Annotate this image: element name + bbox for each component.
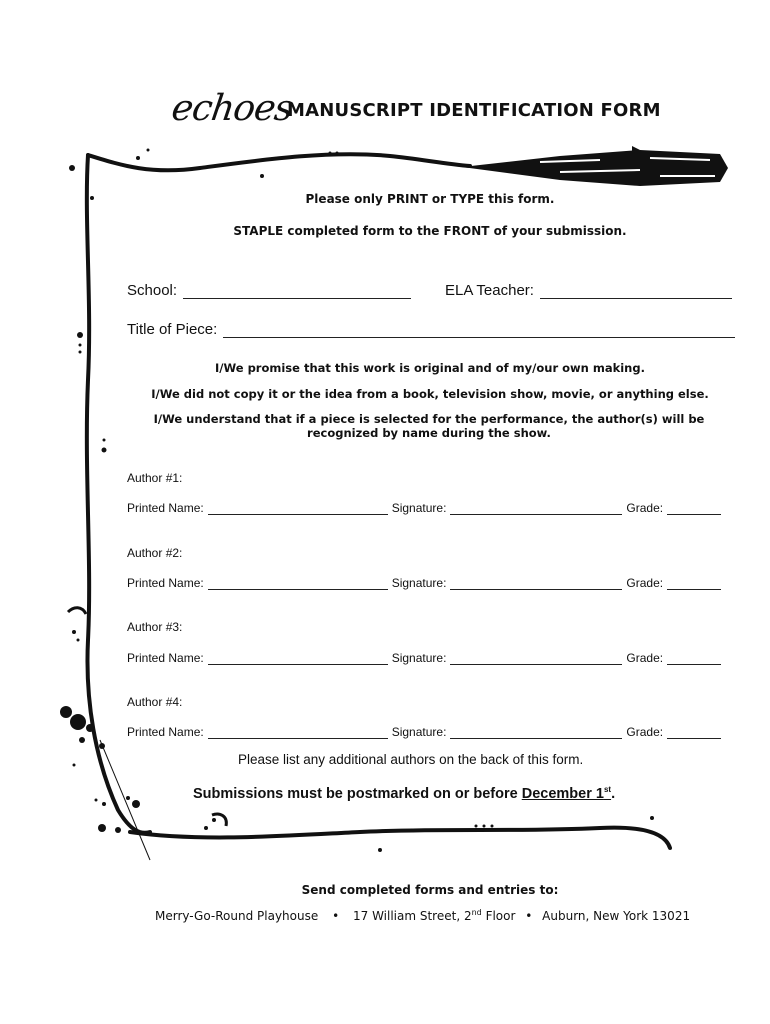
signature-label: Signature: [391, 725, 447, 739]
mailing-address [155, 908, 690, 923]
deadline-end: . [611, 785, 616, 802]
send-to-heading: Send completed forms and entries to: [301, 883, 559, 897]
author-1-label: Author #1: [127, 471, 183, 485]
author-3-printed-name-line[interactable] [208, 653, 388, 665]
author-1-printed-name-line[interactable] [208, 503, 388, 515]
school-input-line[interactable] [183, 284, 411, 299]
page-title: MANUSCRIPT IDENTIFICATION FORM [287, 100, 661, 121]
signature-label: Signature: [391, 501, 447, 515]
author-4-signature-line[interactable] [450, 727, 622, 739]
author-2-printed-name-line[interactable] [208, 578, 388, 590]
title-field [127, 321, 735, 338]
teacher-label: ELA Teacher: [445, 282, 534, 299]
author-4-row [127, 725, 721, 739]
instruction-staple: STAPLE completed form to the FRONT of your submission. [233, 224, 627, 238]
promise-original: I/We promise that this work is original and of my/our own making. [215, 361, 645, 375]
city-state-zip: Auburn, New York 13021 [542, 909, 691, 923]
school-label: School: [127, 282, 178, 299]
grade-label: Grade: [626, 651, 664, 665]
pen-icon [462, 146, 728, 186]
author-2-grade-line[interactable] [667, 578, 721, 590]
author-1-row [127, 501, 721, 515]
title-input-line[interactable] [223, 323, 735, 338]
promise-not-copied: I/We did not copy it or the idea from a book, television show, movie, or anything else. [151, 387, 709, 401]
printed-name-label: Printed Name: [127, 651, 204, 665]
author-4-printed-name-line[interactable] [208, 727, 388, 739]
instruction-print-type: Please only PRINT or TYPE this form. [305, 192, 555, 206]
teacher-field [445, 282, 732, 299]
signature-label: Signature: [391, 576, 447, 590]
author-3-signature-line[interactable] [450, 653, 622, 665]
echoes-logo: echoes [169, 88, 295, 129]
promise-recognition: I/We understand that if a piece is selected for the performance, the author(s) will be recognized by name during the show. [153, 412, 705, 440]
additional-authors-note: Please list any additional authors on the back of this form. [238, 752, 584, 767]
grade-label: Grade: [626, 576, 664, 590]
signature-label: Signature: [391, 651, 447, 665]
printed-name-label: Printed Name: [127, 576, 204, 590]
teacher-input-line[interactable] [540, 284, 732, 299]
author-2-label: Author #2: [127, 546, 183, 560]
school-field [127, 282, 411, 299]
grade-label: Grade: [626, 501, 664, 515]
venue-name: Merry-Go-Round Playhouse [155, 909, 319, 923]
author-3-grade-line[interactable] [667, 653, 721, 665]
deadline-prefix: Submissions must be postmarked on or before [193, 785, 522, 802]
author-1-grade-line[interactable] [667, 503, 721, 515]
author-2-signature-line[interactable] [450, 578, 622, 590]
bullet-separator: • [332, 909, 340, 923]
author-3-row [127, 651, 721, 665]
author-3-label: Author #3: [127, 620, 183, 634]
author-4-grade-line[interactable] [667, 727, 721, 739]
grade-label: Grade: [626, 725, 664, 739]
printed-name-label: Printed Name: [127, 501, 204, 515]
title-label: Title of Piece: [127, 321, 218, 338]
author-1-signature-line[interactable] [450, 503, 622, 515]
printed-name-label: Printed Name: [127, 725, 204, 739]
deadline-notice [193, 785, 615, 802]
street-address: 17 William Street, 2nd Floor [352, 908, 516, 923]
deadline-date: December 1st [521, 785, 612, 802]
author-4-label: Author #4: [127, 695, 183, 709]
bullet-separator: • [525, 909, 533, 923]
author-2-row [127, 576, 721, 590]
